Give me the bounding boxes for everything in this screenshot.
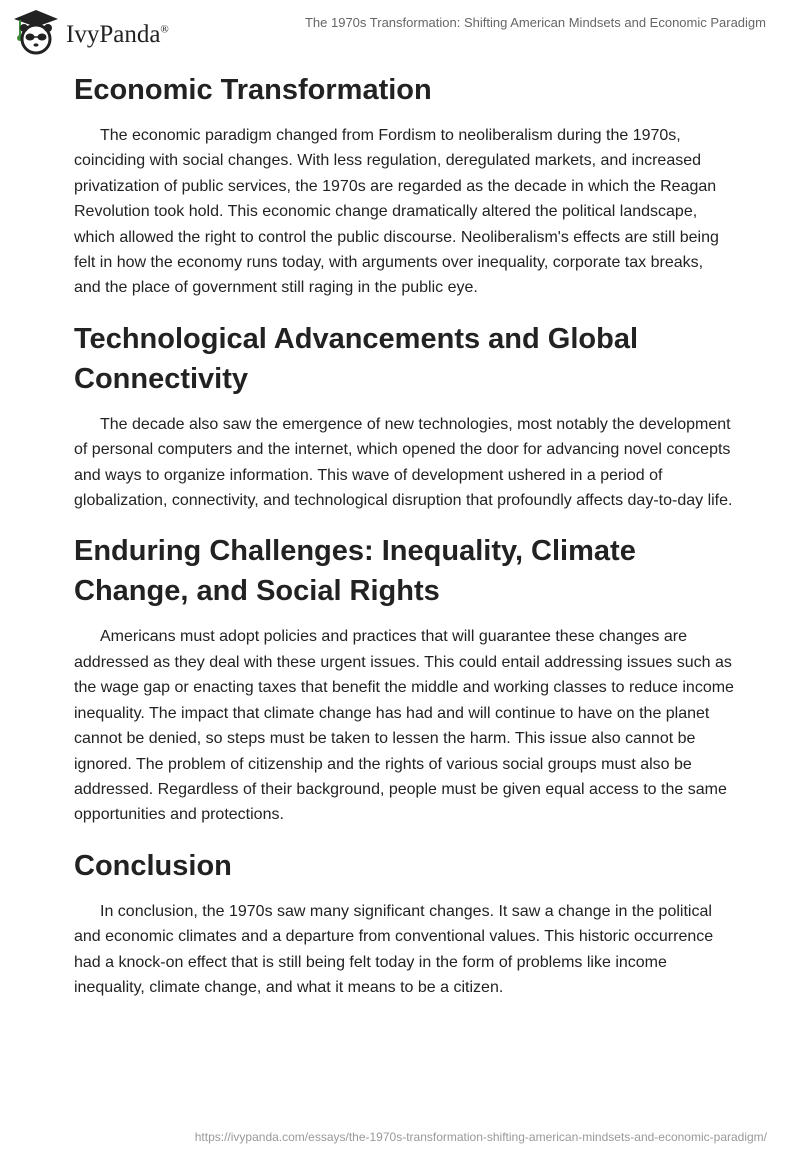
- ivypanda-logo[interactable]: [12, 8, 169, 56]
- source-url[interactable]: https://ivypanda.com/essays/the-1970s-transformation-shifting-american-mindsets-and-economic-paradigm/: [194, 1130, 767, 1144]
- section-technological-advancements: [74, 319, 734, 514]
- section-paragraph: The economic paradigm changed from Fordism to neoliberalism during the 1970s, coinciding with social changes. With less regulation, deregulated markets, and increased privatization of public services, the 1970s are regarded as the decade in which the Reagan Revolution took hold. This economic change dramatically altered the political landscape, which allowed the right to control the public discourse. Neoliberalism's effects are still being felt in how the economy runs today, with arguments over inequality, corporate tax breaks, and the place of government still raging in the public eye.: [74, 127, 719, 297]
- panda-graduate-icon: [12, 8, 60, 56]
- page-header: [0, 0, 800, 60]
- section-heading: Technological Advancements and Global Connectivity: [74, 322, 638, 395]
- section-conclusion: [74, 846, 734, 1001]
- section-heading: Enduring Challenges: Inequality, Climate Change, and Social Rights: [74, 535, 636, 608]
- section-economic-transformation: [74, 70, 734, 301]
- logo-text: IvyPanda®: [66, 21, 169, 48]
- section-paragraph: In conclusion, the 1970s saw many significant changes. It saw a change in the political and economic climates and a departure from conventional values. This historic occurrence had a knock-on effect that is still being felt today in the form of problems like income inequality, climate change, and what it means to be a citizen.: [74, 902, 714, 996]
- section-heading: Economic Transformation: [74, 74, 432, 106]
- document-title: The 1970s Transformation: Shifting American Mindsets and Economic Paradigm: [304, 15, 766, 30]
- section-paragraph: The decade also saw the emergence of new technologies, most notably the development of personal computers and the internet, which opened the door for advancing novel concepts and ways to organize information. This wave of development ushered in a period of globalization, connectivity, and technological disruption that profoundly affects day-to-day life.: [74, 415, 733, 510]
- section-heading: Conclusion: [74, 849, 232, 882]
- section-enduring-challenges: [74, 531, 734, 827]
- section-paragraph: Americans must adopt policies and practices that will guarantee these changes are addressed as they deal with these urgent issues. This could entail addressing issues such as the wage gap or enacting taxes that benefit the middle and working classes to reduce income inequality. The impact that climate change has had and will continue to have on the planet cannot be denied, so steps must be taken to lessen the harm. This issue also cannot be ignored. The problem of citizenship and the rights of various social groups must also be addressed. Regardless of their background, people must be given equal access to the same opportunities and protections.: [74, 628, 734, 824]
- essay-body: [74, 68, 734, 1018]
